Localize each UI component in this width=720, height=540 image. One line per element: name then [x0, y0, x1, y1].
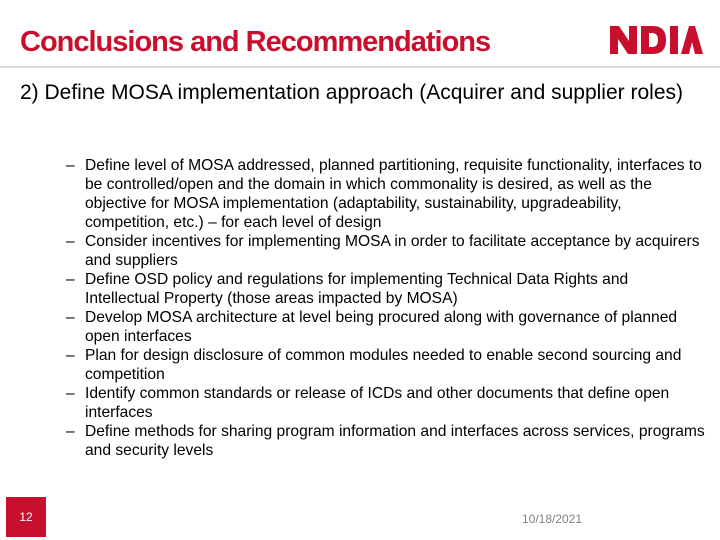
slide-title: Conclusions and Recommendations [20, 26, 491, 58]
bullet-text: Define methods for sharing program information and interfaces across services, programs and security levels [85, 423, 705, 459]
bullet-text: Consider incentives for implementing MOSA in order to facilitate acceptance by acquirers and suppliers [85, 233, 700, 269]
bullet-dash: – [66, 309, 75, 326]
bullet-text: Define OSD policy and regulations for implementing Technical Data Rights and Intellectual Property (those areas impacted by MOSA) [85, 271, 629, 307]
page-number: 12 [6, 497, 46, 537]
bullet-dash: – [66, 347, 75, 364]
bullet-item [66, 232, 706, 270]
bullet-dash: – [66, 233, 75, 250]
footer-date: 10/18/2021 [522, 512, 583, 526]
ndia-logo [610, 26, 703, 54]
header-divider [0, 66, 720, 68]
bullet-dash: – [66, 157, 75, 174]
bullet-dash: – [66, 423, 75, 440]
bullet-dash: – [66, 271, 75, 288]
bullet-item [66, 422, 706, 460]
bullet-text: Plan for design disclosure of common modules needed to enable second sourcing and competition [85, 347, 682, 383]
bullet-item [66, 156, 706, 232]
bullet-item [66, 384, 706, 422]
slide-header [0, 0, 720, 66]
bullet-dash: – [66, 385, 75, 402]
bullet-list [66, 156, 706, 460]
bullet-item [66, 346, 706, 384]
bullet-text: Identify common standards or release of ICDs and other documents that define open interfaces [85, 385, 670, 421]
bullet-item [66, 270, 706, 308]
bullet-item [66, 308, 706, 346]
slide-subtitle: 2) Define MOSA implementation approach (Acquirer and supplier roles) [20, 81, 683, 104]
bullet-text: Define level of MOSA addressed, planned partitioning, requisite functionality, interfaces to be controlled/open and the domain in which commonality is desired, as well as the objective for MOSA implementation (adaptability, sustainability, upgradeability, competition, etc.) – for each level of design [85, 157, 702, 231]
bullet-text: Develop MOSA architecture at level being procured along with governance of planned open interfaces [85, 309, 678, 345]
